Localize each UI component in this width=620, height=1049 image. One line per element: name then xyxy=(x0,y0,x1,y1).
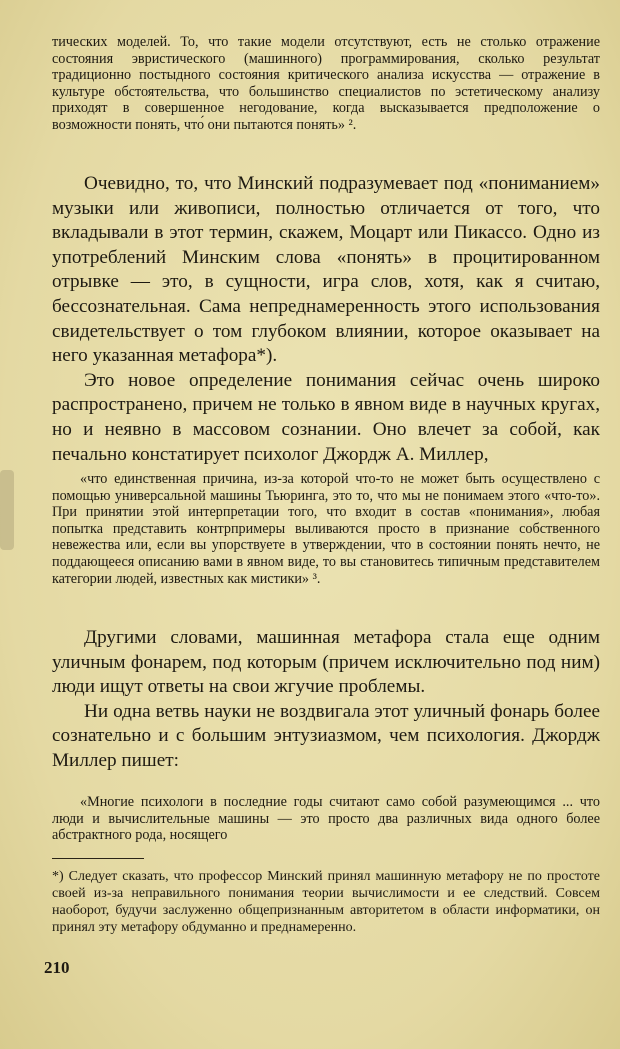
quote-miller-2 xyxy=(52,794,600,844)
quote-top xyxy=(52,34,600,134)
paragraph-2: Это новое определение понимания сейчас очень широко распространено, причем не только в явном виде в научных кругах, но и неявно в массовом сознании. Оно влечет за собой, как печально констатирует психолог Джордж А. Миллер, xyxy=(52,369,600,465)
page-stain xyxy=(0,470,14,550)
footnote-divider xyxy=(52,858,144,859)
paragraph-3: Другими словами, машинная метафора стала еще одним уличным фонарем, под которым (причем исключительно под ним) люди ищут ответы на свои жгучие проблемы. xyxy=(52,627,600,698)
quote-miller-1 xyxy=(52,471,600,587)
body-section-2 xyxy=(52,626,600,774)
paragraph-4: Ни одна ветвь науки не воздвигала этот уличный фонарь более сознательно и с большим энтузиазмом, чем психология. Джордж Миллер пишет: xyxy=(52,700,600,771)
page-number: 210 xyxy=(44,958,70,977)
quote-miller-1-text: «что единственная причина, из-за которой что-то не может быть осуществлено с помощью универсальной машины Тьюринга, это то, что мы не понимаем этого «что-то». При принятии этой интерпретации того, что входит в состав «понимания», любая попытка представить контрпримеры выливаются просто в признание собственного невежества или, если вы упорствуете в утверждении, что в состоянии понять нечто, не поддающееся описанию вами в явном виде, то вы становитесь типичным представителем категории людей, известных как мистики» ³. xyxy=(52,471,600,587)
quote-miller-2-text: «Многие психологи в последние годы считают само собой разумеющимся ... что люди и вычислительные машины — это просто два различных вида одного более абстрактного рода, носящего xyxy=(52,794,600,844)
paragraph-1: Очевидно, то, что Минский подразумевает под «пониманием» музыки или живописи, полностью отличается от того, что вкладывали в этот термин, скажем, Моцарт или Пикассо. Одно из употреблений Минским слова «понять» в процитированном отрывке — это, в сущности, игра слов, хотя, как я считаю, бессознательная. Сама непреднамеренность этого использования свидетельствует о том глубоком влиянии, которое оказывает на него указанная метафора*). xyxy=(52,173,600,367)
body-section-1 xyxy=(52,172,600,467)
footnote: *) Следует сказать, что профессор Минский принял машинную метафору не по простоте своей из-за неправильного понимания теории вычислимости и ее следствий. Совсем наоборот, будучи заслуженно общепризнанным авторитетом в области информатики, он принял эту метафору обдуманно и преднамеренно. xyxy=(52,869,600,935)
quote-top-text: тических моделей. То, что такие модели отсутствуют, есть не столько отражение состояния эвристического (машинного) программирования, сколько результат традиционно постыдного состояния критического анализа искусства — отражение в культуре обстоятельства, что большинство специалистов по эстетическому анализу приходят в совершенное негодование, когда высказывается предположение о возможности понять, что́ они пытаются понять» ². xyxy=(52,34,600,133)
